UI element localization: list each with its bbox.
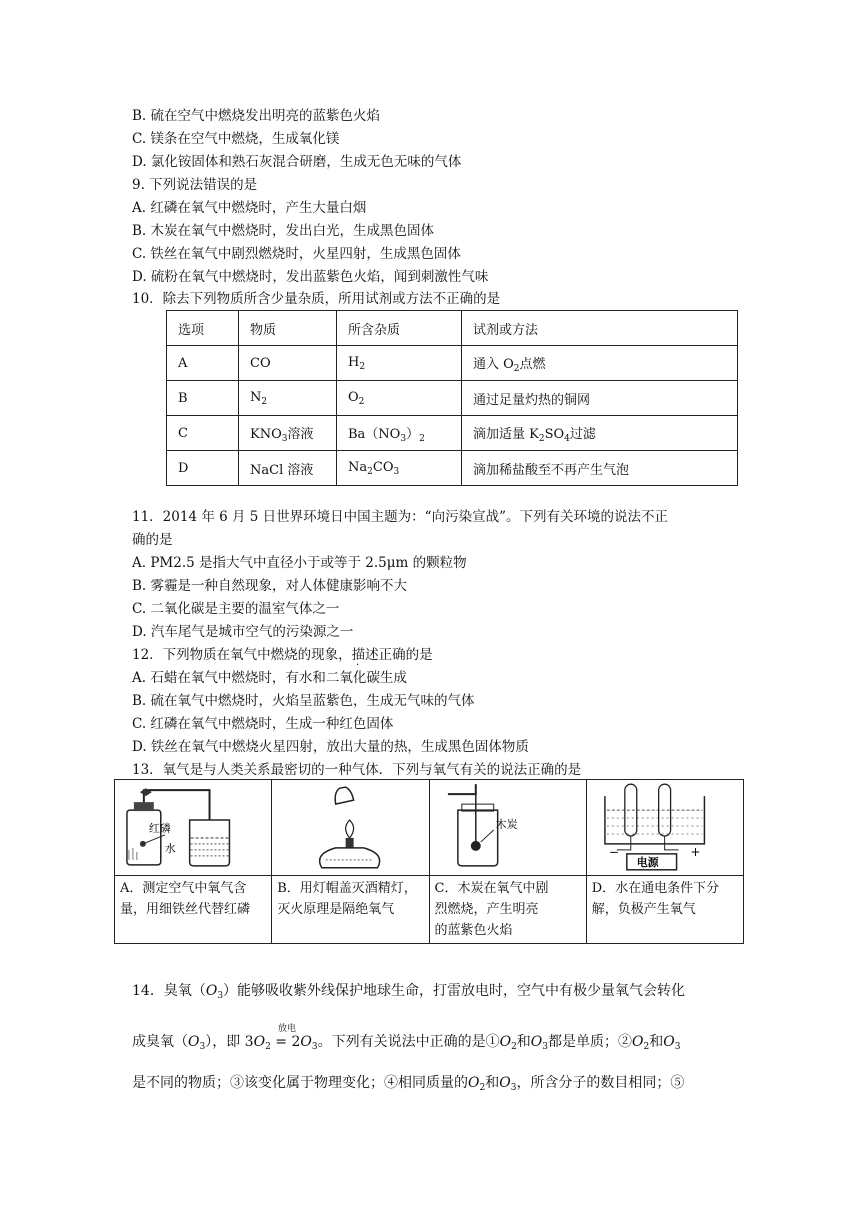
header-cell: 试剂或方法 — [462, 311, 738, 346]
table-row — [167, 381, 738, 416]
q11-option-b: B. 雾霾是一种自然现象，对人体健康影响不大 — [132, 578, 408, 594]
charcoal-combustion-figure — [430, 780, 586, 875]
cell: A — [167, 346, 239, 381]
table-row — [167, 346, 738, 381]
charcoal-label: 木炭 — [495, 817, 518, 831]
q11-option-a: A. PM2.5 是指大气中直径小于或等于 2.5μm 的颗粒物 — [132, 555, 467, 571]
q9-option-d: D. 硫粉在氧气中燃烧时，发出蓝紫色火焰，闻到刺激性气味 — [132, 269, 489, 285]
figure-cell-d — [586, 780, 743, 876]
figure-cell-a — [115, 780, 272, 876]
cell: B — [167, 381, 239, 416]
q9-option-a: A. 红磷在氧气中燃烧时，产生大量白烟 — [132, 200, 367, 216]
cell: $H_2$ — [337, 346, 462, 381]
q12-stem: 12．下列物质在氧气中燃烧的现象，描述正确的是 — [132, 647, 433, 663]
cell: $KNO_3$溶液 — [239, 416, 337, 451]
emphasis-dot: · — [356, 660, 360, 671]
q8-option-b: B. 硫在空气中燃烧发出明亮的蓝紫色火焰 — [132, 108, 381, 124]
q9-option-c: C. 铁丝在氧气中剧烈燃烧时，火星四射，生成黑色固体 — [132, 246, 461, 262]
q10-stem: 10．除去下列物质所含少量杂质，所用试剂或方法不正确的是 — [132, 291, 501, 307]
alcohol-lamp-figure — [272, 780, 428, 875]
power-source-label: 电源 — [636, 855, 659, 869]
red-phosphorus-label: 红磷 — [148, 821, 171, 835]
q14-line1: 14．臭氧$(O_3)$能够吸收紫外线保护地球生命，打雷放电时，空气中有极少量氧气会转化 — [132, 983, 686, 1001]
cell: $Ba(NO_3)_2$ — [337, 416, 462, 451]
cell: 滴加适量 $K_2SO_4$过滤 — [462, 416, 738, 451]
header-cell: 物质 — [239, 311, 337, 346]
q8-option-c: C. 镁条在空气中燃烧，生成氧化镁 — [132, 131, 340, 147]
q12-option-a: A. 石蜡在氧气中燃烧时，有水和二氧化碳生成 — [132, 670, 407, 686]
q13-table — [114, 779, 744, 944]
q13-stem: 13．氧气是与人类关系最密切的一种气体．下列与氧气有关的说法正确的是 — [132, 762, 582, 778]
red-phosphorus-apparatus-figure — [115, 780, 271, 875]
cell: C — [167, 416, 239, 451]
plus-sign: + — [690, 844, 701, 859]
q12-option-c: C. 红磷在氧气中燃烧时，生成一种红色固体 — [132, 716, 394, 732]
q10-table — [166, 310, 738, 486]
table-header-row — [167, 311, 738, 346]
q14-line3: 是不同的物质；③该变化属于物理变化；④相同质量的$O_2$和$O_3$，所含分子的数目相同；⑤ — [132, 1075, 685, 1093]
header-cell: 所含杂质 — [337, 311, 462, 346]
cell: CO — [239, 346, 337, 381]
caption-d: D．水在通电条件下分 解，负极产生氧气 — [586, 876, 743, 944]
cell: 通入 $O_2$点燃 — [462, 346, 738, 381]
cell: 通过足量灼热的铜网 — [462, 381, 738, 416]
q14-line2: 成臭氧$(O_3)$，即 $3O_2 = 2O_3$。下列有关说法中正确的是$①O_2$和$O_3$都是单质；$②O_2$和$O_3$ — [132, 1034, 681, 1052]
q11-option-c: C. 二氧化碳是主要的温室气体之一 — [132, 601, 340, 617]
equation-condition: 放电 — [278, 1024, 297, 1034]
header-cell: 选项 — [167, 311, 239, 346]
q12-option-b: B. 硫在氧气中燃烧时，火焰呈蓝紫色，生成无气味的气体 — [132, 693, 475, 709]
cell: $O_2$ — [337, 381, 462, 416]
cell: NaCl 溶液 — [239, 451, 337, 486]
q12-option-d: D. 铁丝在氧气中燃烧火星四射，放出大量的热，生成黑色固体物质 — [132, 739, 529, 755]
figure-cell-b — [272, 780, 429, 876]
caption-b: B．用灯帽盖灭酒精灯， 灭火原理是隔绝氧气 — [272, 876, 429, 944]
q9-option-b: B. 木炭在氧气中燃烧时，发出白光，生成黑色固体 — [132, 223, 435, 239]
q11-stem-line1: 11．2014 年 6 月 5 日世界环境日中国主题为：“向污染宣战”。下列有关环境的说法不正 — [132, 509, 668, 525]
caption-a: A．测定空气中氧气含 量，用细铁丝代替红磷 — [115, 876, 272, 944]
water-label: 水 — [164, 841, 176, 855]
table-row — [167, 451, 738, 486]
caption-c: C．木炭在氧气中剧 烈燃烧，产生明亮 的蓝紫色火焰 — [429, 876, 586, 944]
cell: 滴加稀盐酸至不再产生气泡 — [462, 451, 738, 486]
cell: $Na_2CO_3$ — [337, 451, 462, 486]
water-electrolysis-figure — [587, 780, 743, 875]
figure-cell-c — [429, 780, 586, 876]
q11-stem-line2: 确的是 — [132, 532, 173, 548]
table-row — [167, 416, 738, 451]
cell: D — [167, 451, 239, 486]
minus-sign: − — [608, 844, 619, 859]
cell: $N_2$ — [239, 381, 337, 416]
q11-option-d: D. 汽车尾气是城市空气的污染源之一 — [132, 624, 354, 640]
q9-stem: 9. 下列说法错误的是 — [132, 177, 258, 193]
q8-option-d: D. 氯化铵固体和熟石灰混合研磨，生成无色无味的气体 — [132, 154, 462, 170]
